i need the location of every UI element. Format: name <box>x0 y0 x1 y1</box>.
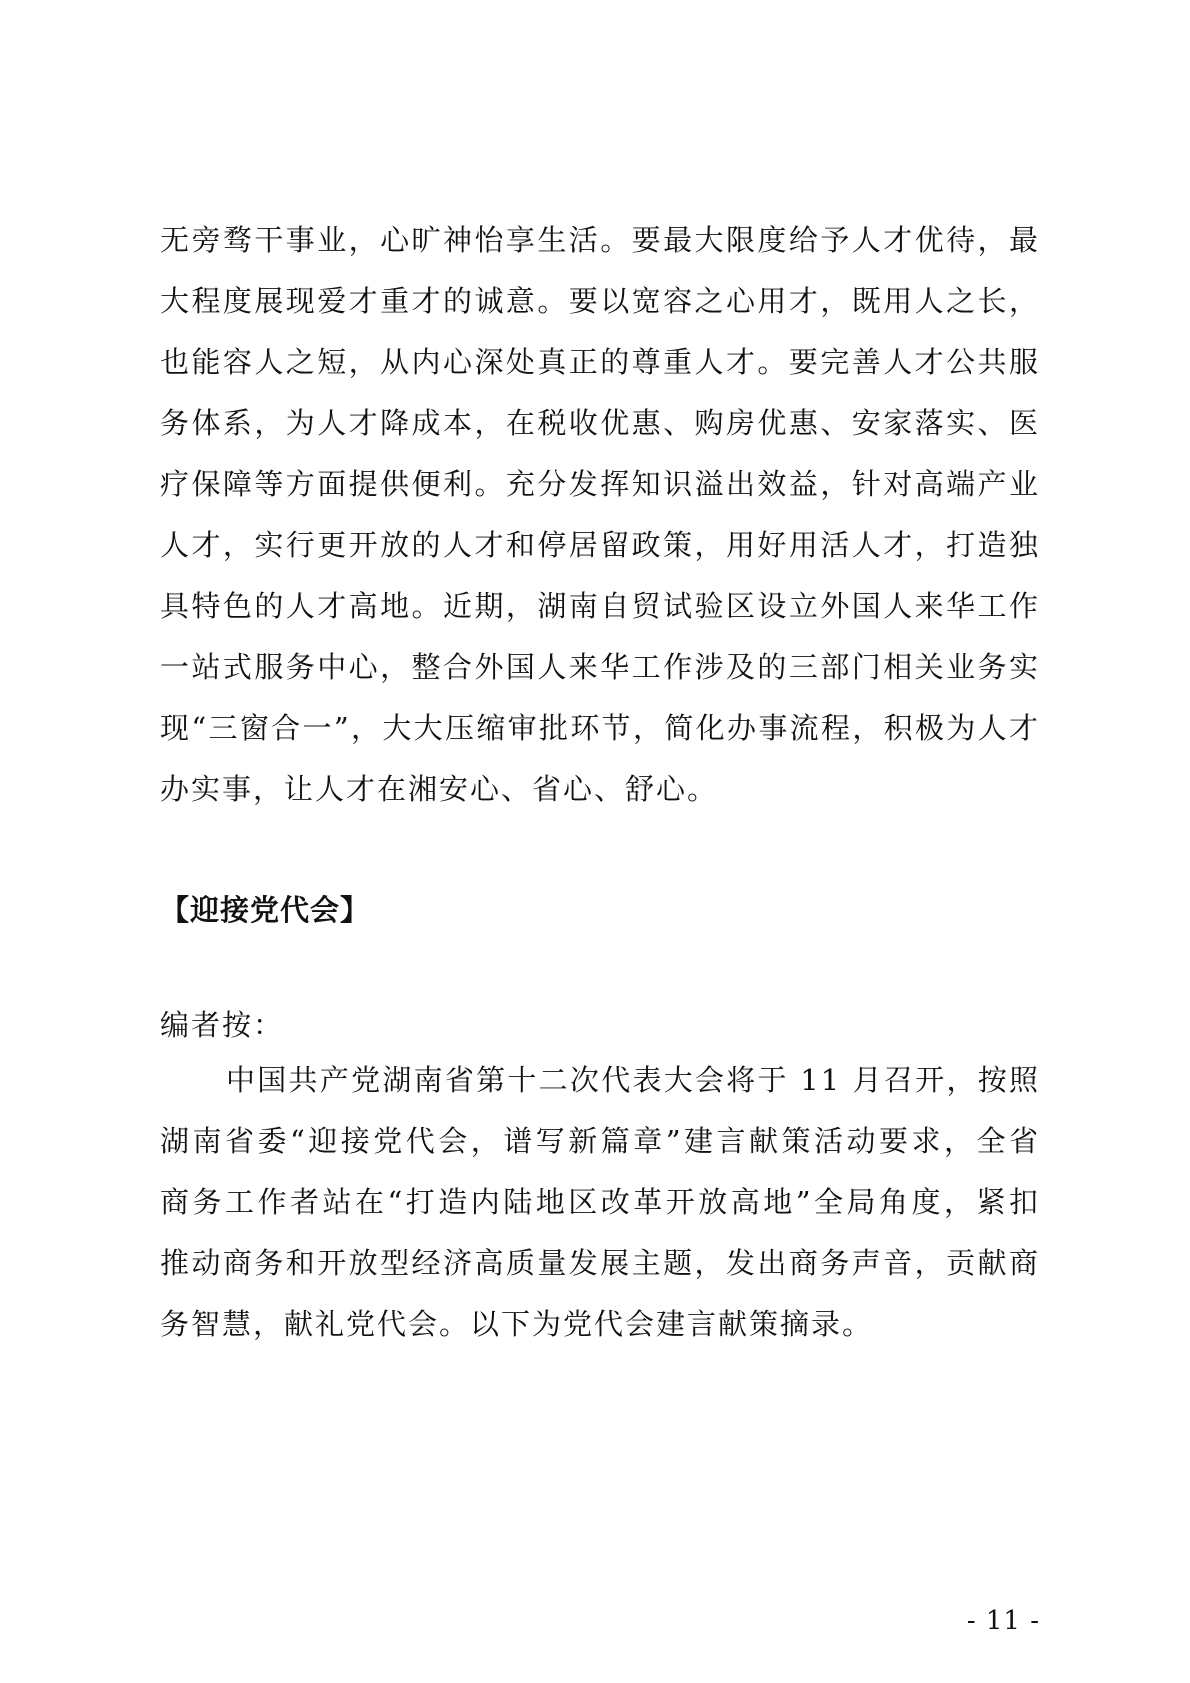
paragraph-line: 一站式服务中心，整合外国人来华工作涉及的三部门相关业务实 <box>160 650 1040 684</box>
editor-note-paragraph <box>160 1050 1040 1355</box>
section-heading: 【迎接党代会】 <box>160 893 371 927</box>
page-number: - 11 - <box>966 1606 1040 1636</box>
body-paragraph-continuation <box>160 210 1040 820</box>
paragraph-line: 湖南省委“迎接党代会，谱写新篇章”建言献策活动要求，全省 <box>160 1124 1040 1158</box>
paragraph-line: 具特色的人才高地。近期，湖南自贸试验区设立外国人来华工作 <box>160 589 1040 623</box>
paragraph-line: 中国共产党湖南省第十二次代表大会将于 11 月召开，按照 <box>226 1063 1040 1097</box>
editor-note-label: 编者按： <box>160 1008 285 1042</box>
paragraph-line: 现“三窗合一”，大大压缩审批环节，简化办事流程，积极为人才 <box>160 711 1040 745</box>
paragraph-line: 办实事，让人才在湘安心、省心、舒心。 <box>160 772 719 806</box>
paragraph-line: 疗保障等方面提供便利。充分发挥知识溢出效益，针对高端产业 <box>160 467 1040 501</box>
paragraph-line: 人才，实行更开放的人才和停居留政策，用好用活人才，打造独 <box>160 528 1040 562</box>
paragraph-line: 务智慧，献礼党代会。以下为党代会建言献策摘录。 <box>160 1307 874 1341</box>
paragraph-line: 也能容人之短，从内心深处真正的尊重人才。要完善人才公共服 <box>160 345 1040 379</box>
paragraph-line: 商务工作者站在“打造内陆地区改革开放高地”全局角度，紧扣 <box>160 1185 1040 1219</box>
paragraph-line: 推动商务和开放型经济高质量发展主题，发出商务声音，贡献商 <box>160 1246 1040 1280</box>
paragraph-line: 无旁骛干事业，心旷神怡享生活。要最大限度给予人才优待，最 <box>160 223 1040 257</box>
paragraph-line: 务体系，为人才降成本，在税收优惠、购房优惠、安家落实、医 <box>160 406 1040 440</box>
paragraph-line: 大程度展现爱才重才的诚意。要以宽容之心用才，既用人之长， <box>160 284 1040 318</box>
